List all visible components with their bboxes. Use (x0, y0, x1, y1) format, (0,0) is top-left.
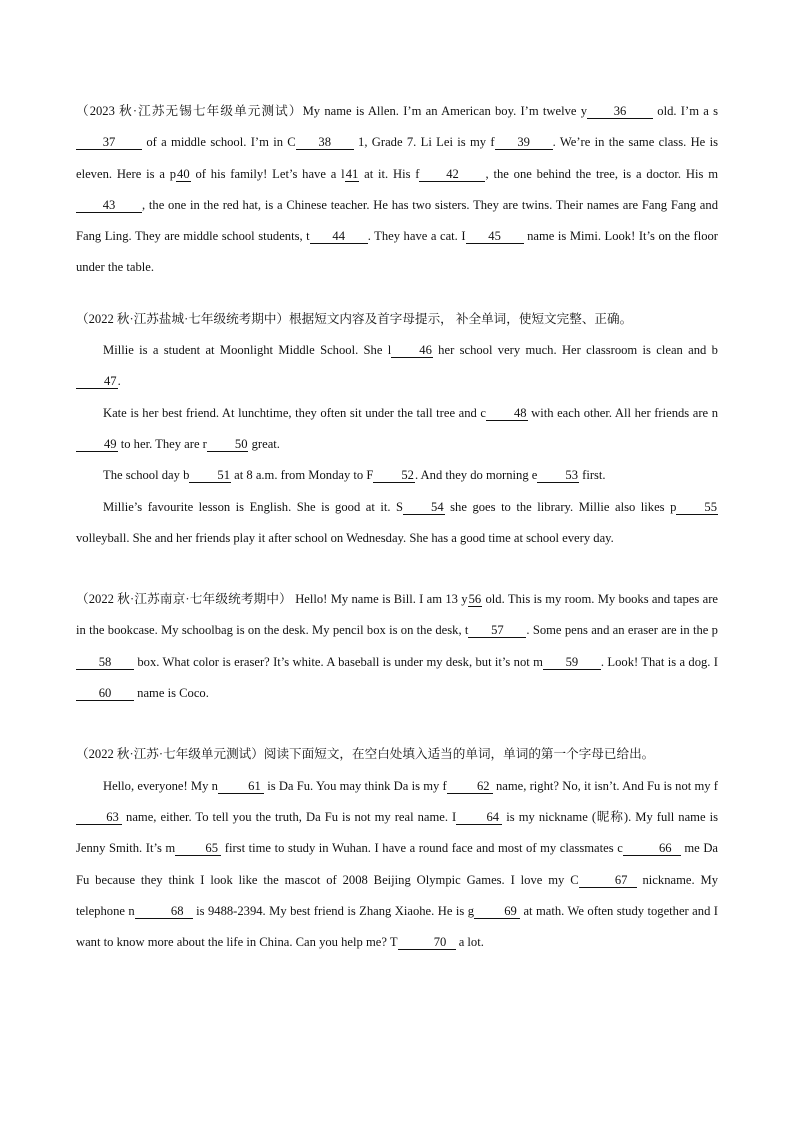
text-run: to her. They are r (117, 436, 207, 451)
text-run: a lot. (455, 935, 484, 950)
text-run: she goes to the library. Millie also likes p (444, 499, 677, 514)
text-run: at math. We often study together and I want to know more about the life in China. Can you help me? T (76, 903, 718, 950)
answer-blank-47[interactable]: 47 (76, 374, 118, 389)
answer-blank-38[interactable]: 38 (296, 135, 354, 150)
text-run: me Da Fu because they think I look like the mascot of 2008 Beijing Olympic Games. I love my C (76, 841, 718, 887)
passage-2-paragraph-2 (76, 398, 718, 461)
text-run: first. (578, 468, 606, 483)
text-run: box. What color is eraser? It’s white. A baseball is under my desk, but it’s not m (134, 654, 543, 669)
text-run: . They have a cat. I (367, 229, 466, 244)
answer-blank-69[interactable]: 69 (474, 904, 520, 919)
text-run: Kate is her best friend. At lunchtime, they often sit under the tall tree and c (103, 405, 486, 420)
text-run: Millie’s favourite lesson is English. She is good at it. S (103, 499, 404, 514)
text-run: . Some pens and an eraser are in the p (526, 623, 718, 638)
text-run: name, either. To tell you the truth, Da Fu is not my real name. I (122, 809, 457, 824)
answer-blank-50[interactable]: 50 (207, 437, 249, 452)
passage-4-paragraph (76, 771, 718, 959)
text-run: is 9488-2394. My best friend is Zhang Xiaohe. He is g (192, 903, 474, 918)
answer-blank-43[interactable]: 43 (76, 198, 142, 213)
passage-2-paragraph-1 (76, 335, 718, 398)
text-run: nickname. My telephone n (76, 872, 718, 918)
answer-blank-51[interactable]: 51 (189, 468, 231, 483)
passage-1-paragraph (76, 96, 718, 284)
answer-blank-48[interactable]: 48 (486, 406, 528, 421)
passage-2 (76, 304, 718, 554)
passage-3 (76, 584, 718, 709)
answer-blank-39[interactable]: 39 (495, 135, 553, 150)
text-run: is Da Fu. You may think Da is my f (263, 778, 447, 793)
passage-4-heading (76, 739, 718, 770)
text-run: with each other. All her friends are n (527, 405, 718, 420)
passage-2-paragraph-3 (76, 460, 718, 491)
text-run: of a middle school. I’m in C (142, 135, 296, 150)
answer-blank-70[interactable]: 70 (398, 935, 456, 950)
text-run: old. This is my room. My books and tapes are in the bookcase. My schoolbag is on the desk. My pencil box is on the desk, t (76, 592, 718, 638)
text-run: is my nickname (昵称). My full name is Jenny Smith. It’s m (76, 809, 718, 856)
text-run: . Look! That is a dog. I (600, 654, 718, 669)
answer-blank-68[interactable]: 68 (135, 904, 193, 919)
answer-blank-40[interactable]: 40 (177, 166, 190, 181)
text-run: , the one behind the tree, is a doctor. His m (485, 166, 718, 181)
text-run: . (117, 374, 121, 389)
answer-blank-54[interactable]: 54 (403, 500, 445, 515)
text-run: volleyball. She and her friends play it after school on Wednesday. She has a good time at school every day. (76, 530, 614, 545)
answer-blank-44[interactable]: 44 (310, 229, 368, 244)
text-run: great. (248, 436, 280, 451)
text-run: her school very much. Her classroom is clean and b (432, 343, 718, 358)
answer-blank-42[interactable]: 42 (419, 167, 485, 182)
text-run: （2023 秋·江苏无锡七年级单元测试）My name is Allen. I’m an American boy. I’m twelve y (76, 104, 588, 118)
text-run: （2022 秋·江苏盐城·七年级统考期中）根据短文内容及首字母提示， 补全单词，使短文完整、正确。 (76, 311, 633, 326)
text-run: at it. His f (359, 166, 420, 181)
answer-blank-60[interactable]: 60 (76, 686, 134, 701)
text-run: name is Mimi. Look! It’s on the floor under the table. (76, 229, 718, 275)
answer-blank-36[interactable]: 36 (587, 104, 653, 119)
answer-blank-59[interactable]: 59 (543, 655, 601, 670)
text-run: at 8 a.m. from Monday to F (230, 468, 374, 483)
answer-blank-66[interactable]: 66 (623, 841, 681, 856)
text-run: 1, Grade 7. Li Lei is my f (353, 135, 495, 150)
text-run: name is Coco. (134, 686, 209, 701)
text-run: of his family! Let’s have a l (190, 166, 345, 181)
passage-1 (76, 96, 718, 284)
answer-blank-45[interactable]: 45 (466, 229, 524, 244)
answer-blank-64[interactable]: 64 (456, 810, 502, 825)
answer-blank-61[interactable]: 61 (218, 779, 264, 794)
text-run: first time to study in Wuhan. I have a round face and most of my classmates c (221, 841, 623, 856)
text-run: （2022 秋·江苏·七年级单元测试）阅读下面短文，在空白处填入适当的单词，单词的第一个字母已给出。 (76, 747, 655, 762)
answer-blank-63[interactable]: 63 (76, 810, 122, 825)
answer-blank-56[interactable]: 56 (468, 592, 482, 607)
answer-blank-53[interactable]: 53 (537, 468, 579, 483)
answer-blank-67[interactable]: 67 (579, 873, 637, 888)
text-run: The school day b (103, 468, 190, 483)
text-run: . And they do morning e (414, 468, 538, 483)
answer-blank-55[interactable]: 55 (676, 500, 718, 515)
text-run: , the one in the red hat, is a Chinese teacher. He has two sisters. They are twins. Their names are Fang Fang and Fang Ling. They are middle school students, t (76, 197, 718, 244)
answer-blank-65[interactable]: 65 (175, 841, 221, 856)
answer-blank-41[interactable]: 41 (345, 166, 359, 181)
answer-blank-49[interactable]: 49 (76, 437, 118, 452)
answer-blank-57[interactable]: 57 (468, 623, 526, 638)
text-run: . We’re in the same class. He is eleven. Here is a p (76, 135, 718, 181)
passage-2-paragraph-4 (76, 492, 718, 555)
text-run: （2022 秋·江苏南京·七年级统考期中） Hello! My name is Bill. I am 13 y (76, 592, 468, 607)
text-run: Millie is a student at Moonlight Middle School. She l (103, 343, 392, 358)
text-run: name, right? No, it isn’t. And Fu is not my f (492, 778, 719, 793)
answer-blank-46[interactable]: 46 (391, 343, 433, 358)
answer-blank-37[interactable]: 37 (76, 135, 142, 150)
text-run: old. I’m a s (653, 104, 718, 118)
answer-blank-62[interactable]: 62 (447, 779, 493, 794)
answer-blank-58[interactable]: 58 (76, 655, 134, 670)
text-run: Hello, everyone! My n (103, 778, 218, 793)
passage-2-heading (76, 304, 718, 335)
passage-3-paragraph (76, 584, 718, 709)
passage-4 (76, 739, 718, 958)
answer-blank-52[interactable]: 52 (373, 468, 415, 483)
